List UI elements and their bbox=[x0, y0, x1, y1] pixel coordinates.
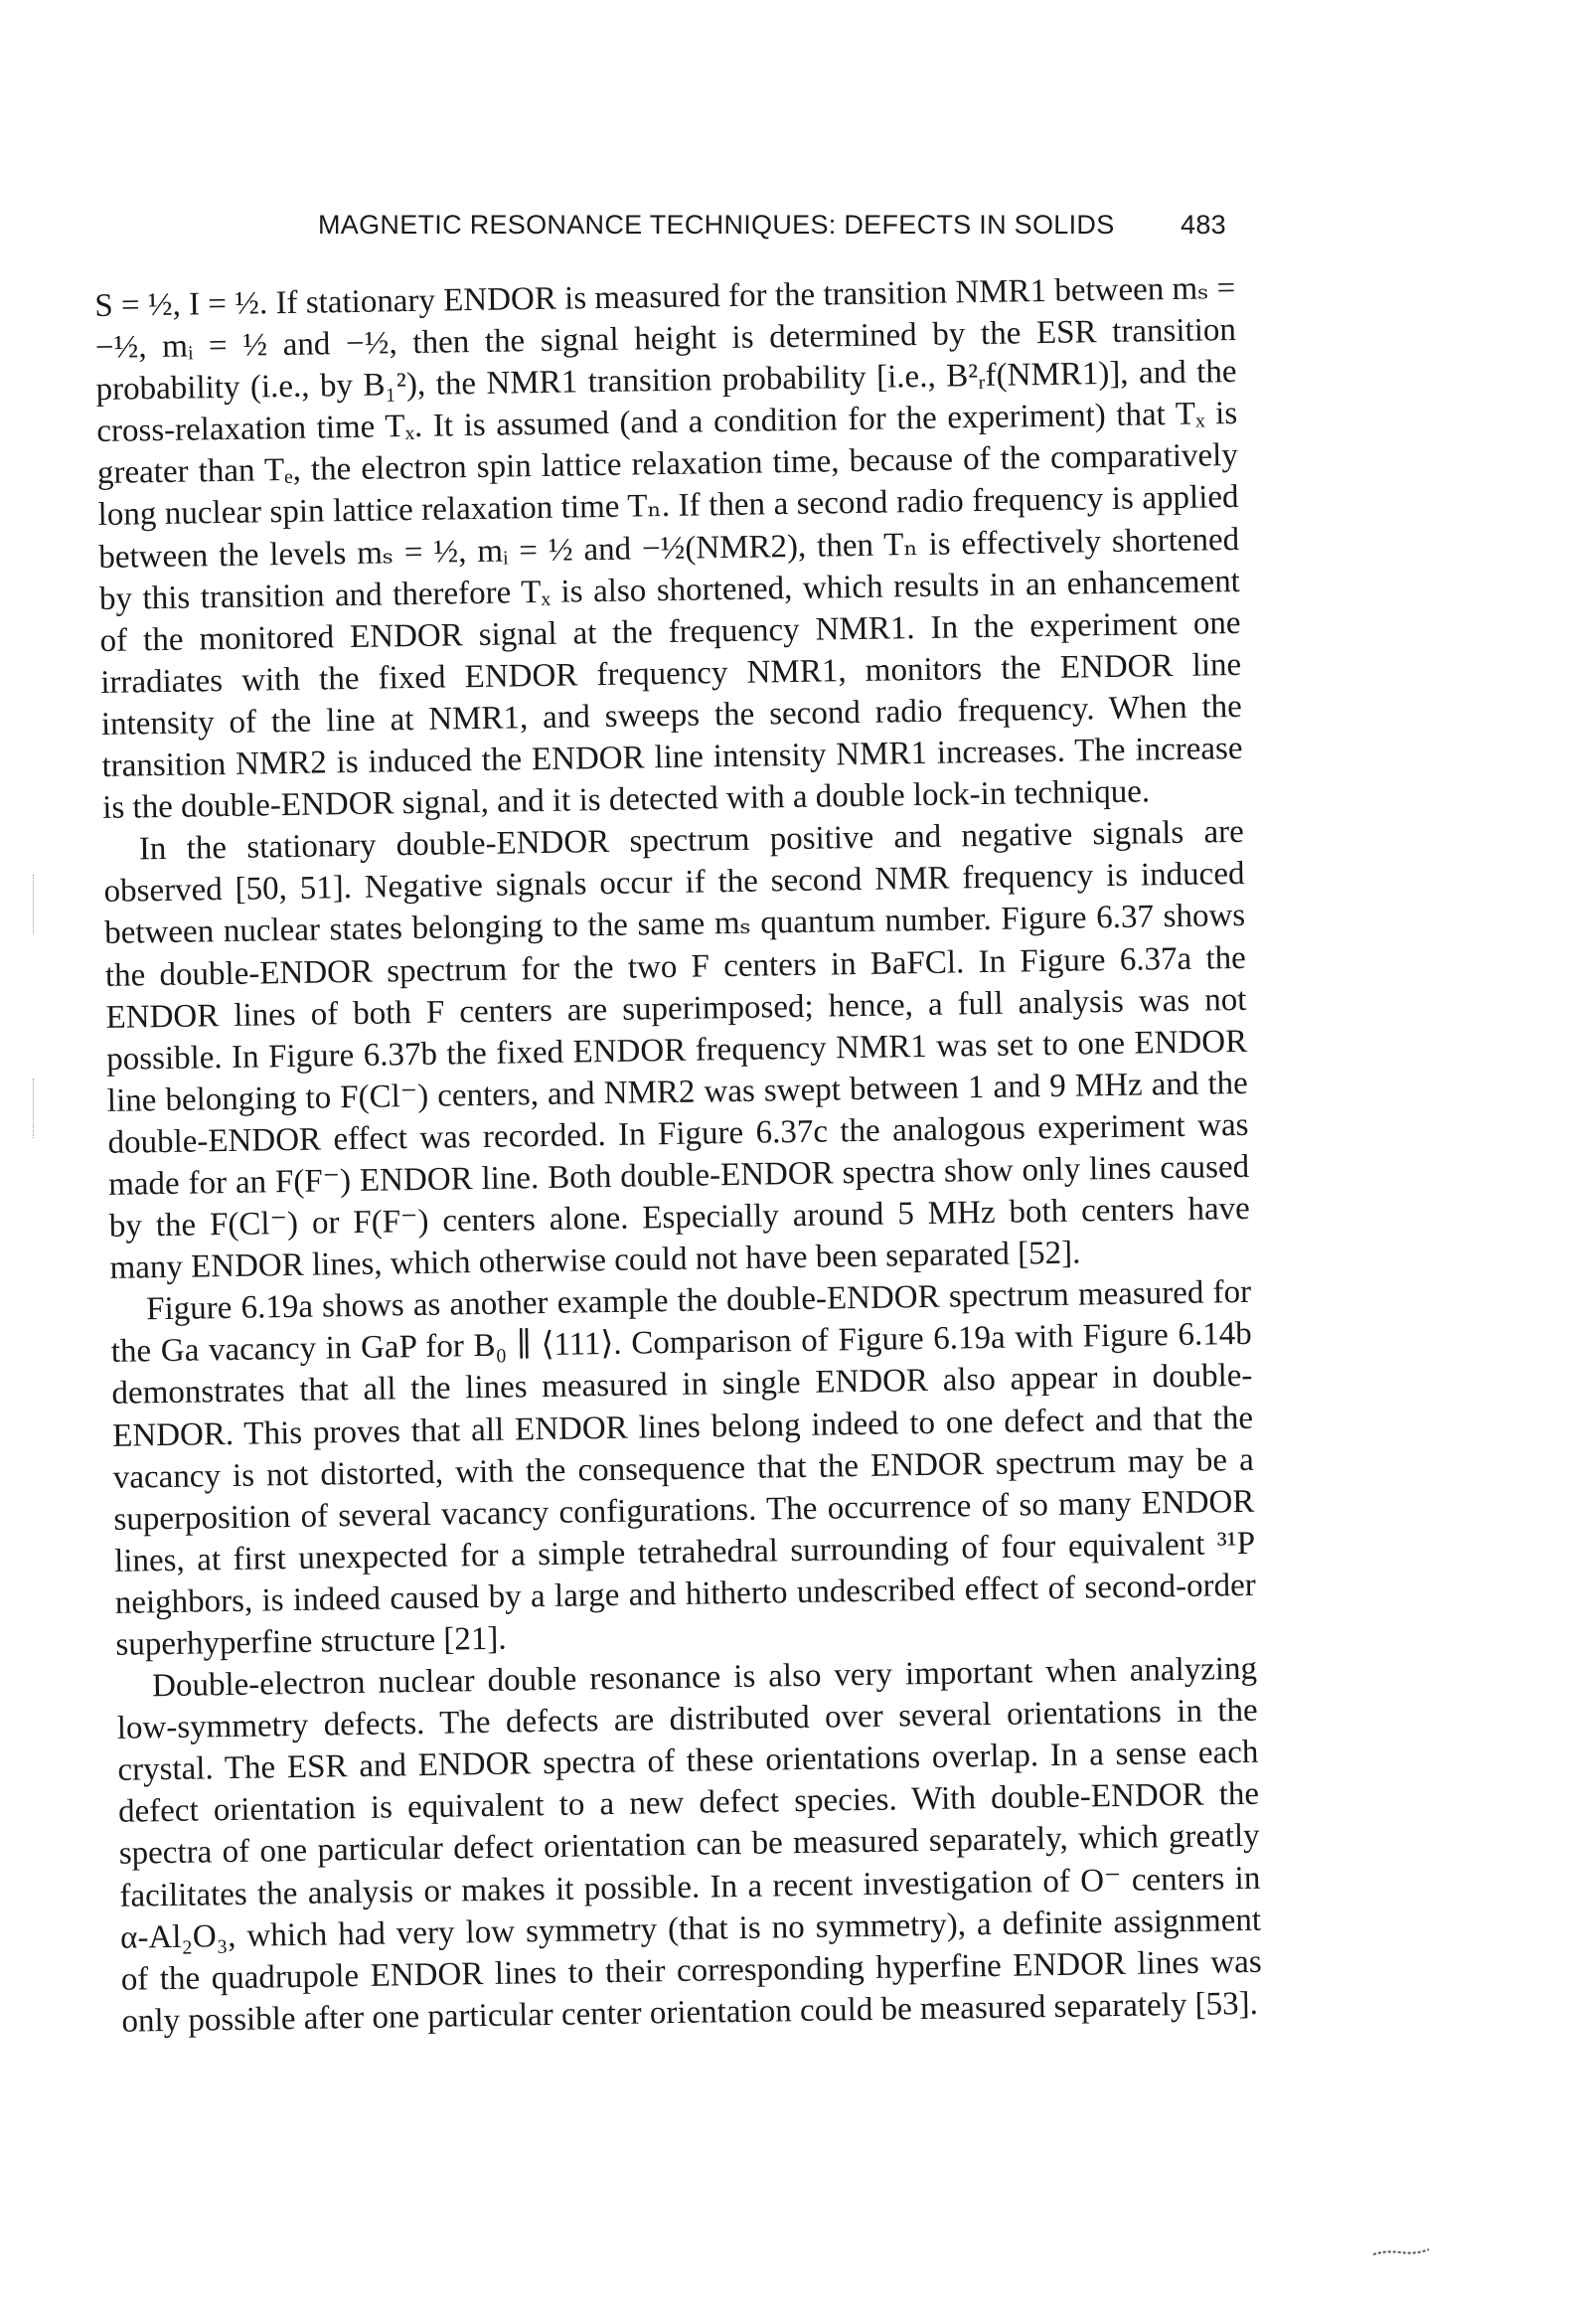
paragraph-4: Double-electron nuclear double resonance is also very important when analyzing low-symmetry defects. The defects are distributed over several orientations in the crystal. The ESR and ENDOR spectra of these orientations overlap. In a sense each defect orientation is equivalent to a new defect species. With double-ENDOR the spectra of one particular defect orientation can be measured separately, which greatly facilitates the analysis or makes it possible. In a recent investigation of O⁻ centers in α-Al₂O₃, which had very low symmetry (that is no symmetry), a definite assignment of the quadrupole ENDOR lines to their corresponding hyperfine ENDOR lines was only possible after one particular center orientation could be measured separately [53]. bbox=[116, 1650, 1262, 2040]
body-text bbox=[94, 267, 1263, 2043]
running-head-title: MAGNETIC RESONANCE TECHNIQUES: DEFECTS IN SOLIDS bbox=[318, 210, 1115, 240]
paragraph-1: S = ½, I = ½. If stationary ENDOR is measured for the transition NMR1 between mₛ = −½, mᵢ = ½ and −½, then the signal height is determined by the ESR transition probability (i.e., by B₁²), the NMR1 transition probability [i.e., B²ᵣf(NMR1)], and the cross-relaxation time Tₓ. It is assumed (and a condition for the experiment) that Tₓ is greater than Tₑ, the electron spin lattice relaxation time, because of the comparatively long nuclear spin lattice relaxation time Tₙ. If then a second radio frequency is applied between the levels mₛ = ½, mᵢ = ½ and −½(NMR2), then Tₙ is effectively shortened by this transition and therefore Tₓ is also shortened, which results in an enhancement of the monitored ENDOR signal at the frequency NMR1. In the experiment one irradiates with the fixed ENDOR frequency NMR1, monitors the ENDOR line intensity of the line at NMR1, and sweeps the second radio frequency. When the transition NMR2 is induced the ENDOR line intensity NMR1 increases. The increase is the double-ENDOR signal, and it is detected with a double lock-in technique. bbox=[94, 269, 1243, 827]
paragraph-2: In the stationary double-ENDOR spectrum positive and negative signals are observed [50, 51]. Negative signals occur if the second NMR frequency is induced between nuclear states belonging to the same mₛ quantum number. Figure 6.37 shows the double-ENDOR spectrum for the two F centers in BaFCl. In Figure 6.37a the ENDOR lines of both F centers are superimposed; hence, a full analysis was not possible. In Figure 6.37b the fixed ENDOR frequency NMR1 was set to one ENDOR line belonging to F(Cl⁻) centers, and NMR2 was swept between 1 and 9 MHz and the double-ENDOR effect was recorded. In Figure 6.37c the analogous experiment was made for an F(F⁻) ENDOR line. Both double-ENDOR spectra show only lines caused by the F(Cl⁻) or F(F⁻) centers alone. Especially around 5 MHz both centers have many ENDOR lines, which otherwise could not have been separated [52]. bbox=[103, 814, 1251, 1287]
page-number: 483 bbox=[1181, 210, 1226, 240]
margin-scan-mark bbox=[33, 875, 35, 934]
scan-speck-mark bbox=[1371, 2246, 1431, 2256]
paragraph-3: Figure 6.19a shows as another example the double-ENDOR spectrum measured for the Ga vacancy in GaP for B₀ ∥ ⟨111⟩. Comparison of Figure 6.19a with Figure 6.14b demonstrates that all the lines measured in single ENDOR also appear in double-ENDOR. This proves that all ENDOR lines belong indeed to one defect and that the vacancy is not distorted, with the consequence that the ENDOR spectrum may be a superposition of several vacancy configurations. The occurrence of so many ENDOR lines, at first unexpected for a simple tetrahedral surrounding of four equivalent ³¹P neighbors, is indeed caused by a large and hitherto undescribed effect of second-order superhyperfine structure [21]. bbox=[110, 1274, 1256, 1663]
margin-scan-mark bbox=[33, 1079, 35, 1138]
